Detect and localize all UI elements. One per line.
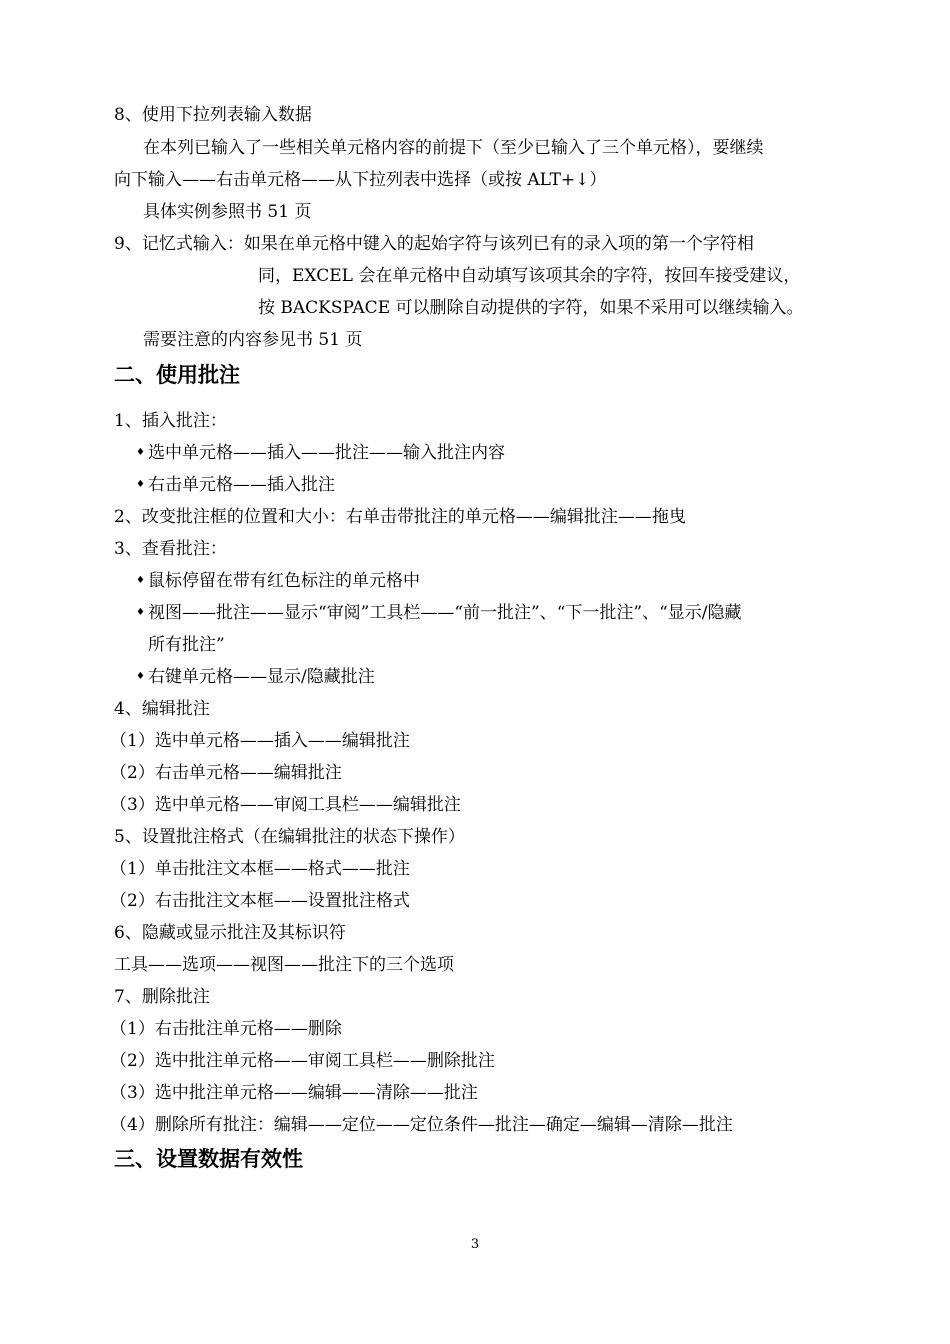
sub-item: （1）右击批注单元格——删除 (110, 1019, 342, 1039)
sub-item: （2）右击单元格——编辑批注 (110, 763, 342, 783)
list-item: 3、查看批注： (114, 539, 227, 559)
bullet-item: ♦ 视图——批注——显示“审阅”工具栏——“前一批注”、“下一批注”、“显示/隐藏 (136, 602, 742, 624)
sub-item: （4）删除所有批注：编辑——定位——定位条件—批注—确定—编辑—清除—批注 (110, 1115, 733, 1135)
bullet-item: ♦ 鼠标停留在带有红色标注的单元格中 (136, 570, 420, 592)
list-item: 6、隐藏或显示批注及其标识符 (114, 923, 346, 943)
sub-item: （3）选中单元格——审阅工具栏——编辑批注 (110, 795, 461, 815)
bullet-item: ♦ 选中单元格——插入——批注——输入批注内容 (136, 442, 505, 464)
list-item: 1、插入批注： (114, 411, 227, 431)
paragraph-line: 所有批注” (148, 635, 225, 655)
section-heading-data-validation: 三、设置数据有效性 (114, 1147, 303, 1171)
sub-item: （2）选中批注单元格——审阅工具栏——删除批注 (110, 1051, 495, 1071)
paragraph-line: 向下输入——右击单元格——从下拉列表中选择（或按 ALT+↓） (114, 170, 607, 190)
list-item: 5、设置批注格式（在编辑批注的状态下操作） (114, 827, 465, 847)
list-item: 7、删除批注 (114, 987, 210, 1007)
bullet-item: ♦ 右击单元格——插入批注 (136, 474, 335, 496)
paragraph-line: 工具——选项——视图——批注下的三个选项 (114, 955, 454, 975)
item-8-heading: 8、使用下拉列表输入数据 (114, 105, 312, 125)
sub-item: （2）右击批注文本框——设置批注格式 (110, 891, 410, 911)
sub-item: （1）单击批注文本框——格式——批注 (110, 859, 410, 879)
page-number: 3 (470, 1237, 480, 1252)
list-item: 2、改变批注框的位置和大小：右单击带批注的单元格——编辑批注——拖曳 (114, 507, 686, 527)
sub-item: （1）选中单元格——插入——编辑批注 (110, 731, 410, 751)
paragraph-line: 具体实例参照书 51 页 (143, 202, 312, 222)
item-9-heading: 9、记忆式输入：如果在单元格中键入的起始字符与该列已有的录入项的第一个字符相 (114, 234, 754, 254)
bullet-item: ♦ 右键单元格——显示/隐藏批注 (136, 666, 375, 688)
paragraph-line: 在本列已输入了一些相关单元格内容的前提下（至少已输入了三个单元格），要继续 (143, 138, 764, 158)
paragraph-line: 同，EXCEL 会在单元格中自动填写该项其余的字符，按回车接受建议， (258, 266, 801, 286)
paragraph-line: 需要注意的内容参见书 51 页 (143, 330, 363, 350)
list-item: 4、编辑批注 (114, 699, 210, 719)
sub-item: （3）选中批注单元格——编辑——清除——批注 (110, 1083, 478, 1103)
section-heading-comments: 二、使用批注 (114, 363, 240, 387)
paragraph-line: 按 BACKSPACE 可以删除自动提供的字符，如果不采用可以继续输入。 (258, 298, 804, 318)
